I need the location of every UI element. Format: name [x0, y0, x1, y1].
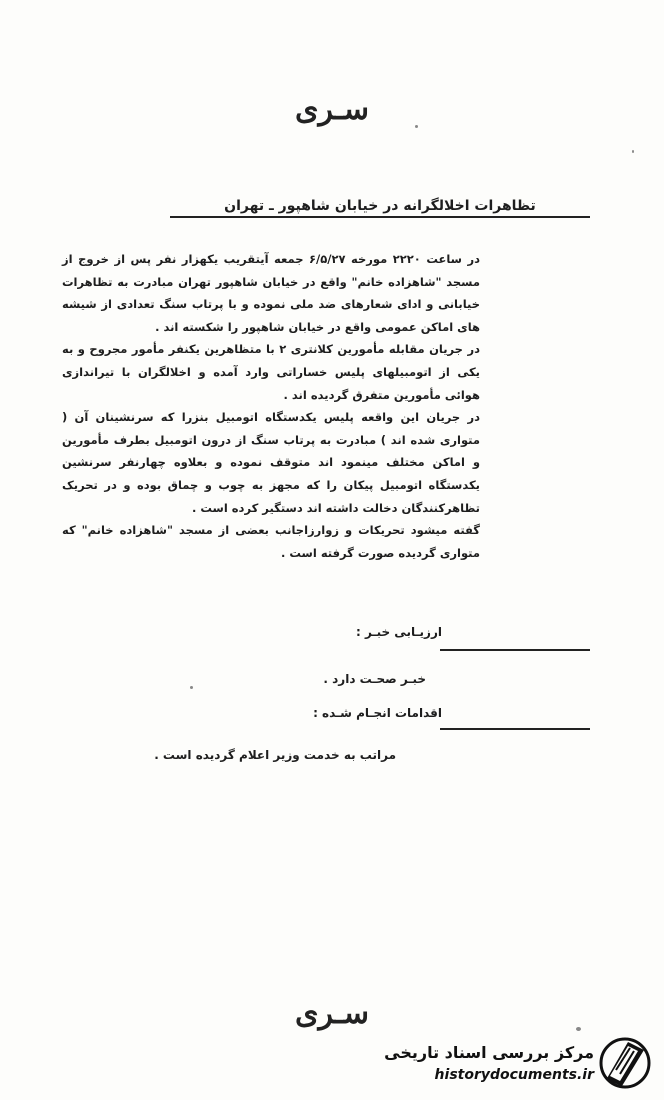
watermark-title: مرکز بررسی اسناد تاریخی	[384, 1043, 594, 1062]
body-paragraph: در جریان این واقعه پلیس یکدستگاه اتومبیل بنزرا که سرنشینان آن ( متواری شده اند ) مبادرت به پرتاب سنگ از درون اتومبیل بطرف مأمورین و اماکن مختلف مینمود اند متوقف نموده و بعلاوه چهارنفر سرنشین یکدستگاه اتومبیل پیکان را که مجهز به چوب و چماق بوده و در تحریک تظاهرکنندگان دخالت داشته اند دستگیر کرده است .	[62, 410, 480, 515]
watermark-url: historydocuments.ir	[434, 1067, 594, 1083]
watermark-logo	[376, 1030, 656, 1092]
classification-header: سـرى	[295, 92, 369, 127]
classification-footer: سـرى	[295, 996, 369, 1031]
body-paragraph: در ساعت ۲۲۲۰ مورخه ۶/۵/۲۷ جمعه آیتقریب یکهزار نفر پس از خروج از مسجد "شاهزاده خانم" واقع در خیابان شاهپور تهران مبادرت به تظاهرات خیابانی و ادای شعارهای ضد ملی نموده و با پرتاب سنگ تعدادی از شیشه های اماکن عمومی واقع در خیابان شاهپور را شکسته اند .	[62, 252, 480, 334]
action-value: مراتب به خدمت وزیر اعلام گردیده است .	[154, 748, 396, 762]
scroll-document-icon	[598, 1036, 652, 1090]
assessment-label: ارزیـابی خبـر :	[356, 625, 442, 639]
action-underline	[440, 728, 590, 730]
scan-speck	[632, 150, 634, 153]
body-paragraph: گفته میشود تحریکات و زوارزاجانب بعضی از مسجد "شاهزاده خانم" که متواری گردیده صورت گرفته است .	[62, 523, 480, 560]
assessment-underline	[440, 649, 590, 651]
scan-speck	[190, 686, 193, 689]
assessment-value: خبـر صحـت دارد .	[323, 672, 426, 686]
action-label: اقدامات انجـام شـده :	[313, 706, 442, 720]
body-paragraph: در جریان مقابله مأمورین کلانتری ۲ با متظاهرین یکنفر مأمور مجروح و به یکی از اتومبیلهای پلیس خساراتی وارد آمده و اخلالگران با تیراندازی هوائی مأمورین متفرق گردیده اند .	[62, 342, 480, 402]
document-body	[62, 248, 480, 564]
document-title: تظاهرات اخلالگرانه در خیابان شاهپور ـ تهران	[170, 198, 590, 218]
